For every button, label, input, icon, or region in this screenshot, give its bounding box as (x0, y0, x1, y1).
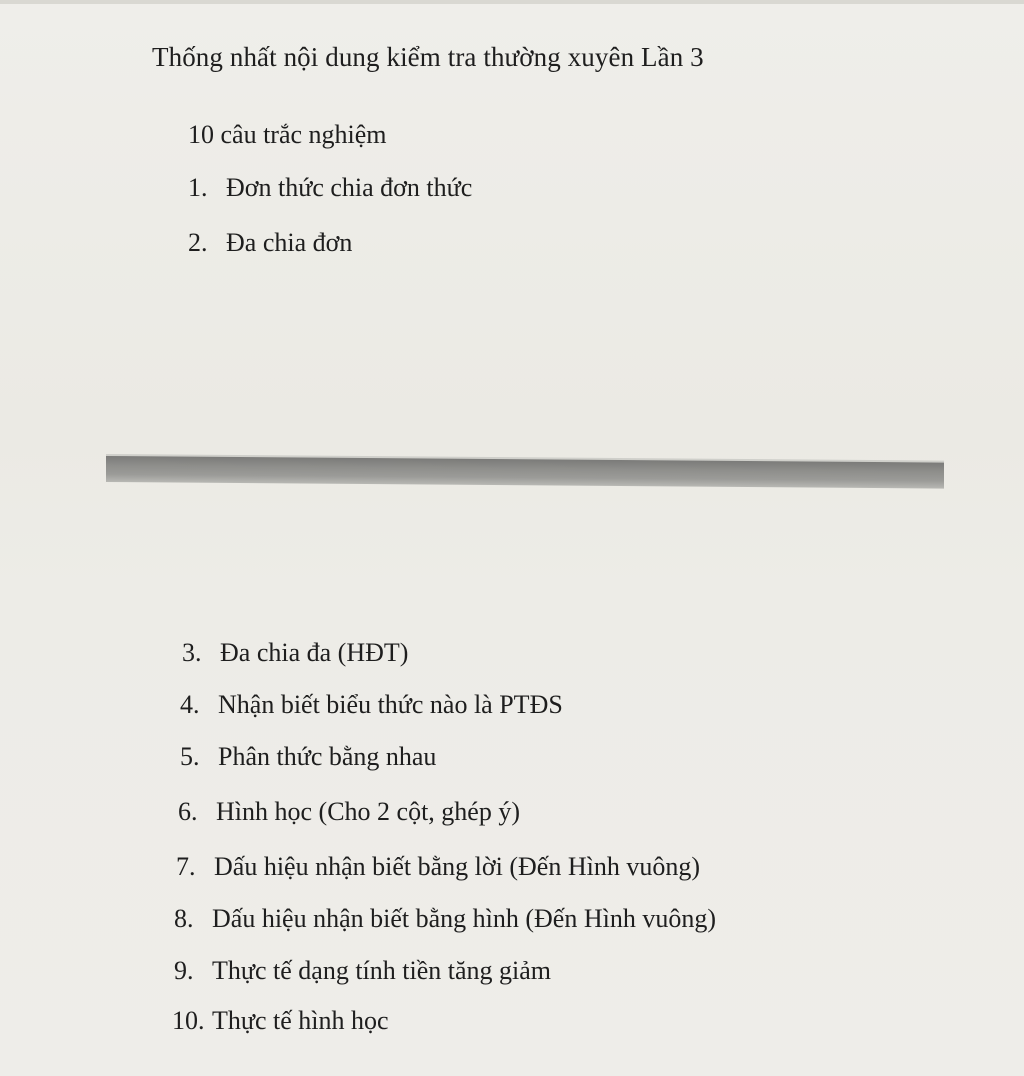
list-item-number: 4. (180, 690, 200, 719)
list-item-number: 6. (178, 797, 198, 826)
list-item-text: Dấu hiệu nhận biết bằng lời (Đến Hình vuông) (214, 852, 700, 881)
list-item (182, 638, 408, 668)
list-item (174, 956, 551, 986)
list-item-text: Thực tế hình học (212, 1006, 389, 1035)
list-item-text: Đơn thức chia đơn thức (226, 173, 473, 202)
list-item (188, 173, 472, 203)
list-item-text: Nhận biết biểu thức nào là PTĐS (218, 690, 563, 719)
list-item-text: Phân thức bằng nhau (218, 742, 437, 771)
list-item-number: 10. (172, 1006, 205, 1035)
list-item (176, 852, 700, 882)
list-item-text: Đa chia đơn (226, 228, 353, 257)
list-item-number: 3. (182, 638, 202, 667)
list-item (180, 742, 436, 772)
list-item-text: Dấu hiệu nhận biết bằng hình (Đến Hình vuông) (212, 904, 717, 933)
list-item-number: 7. (176, 852, 196, 881)
list-item-text: Thực tế dạng tính tiền tăng giảm (212, 956, 552, 985)
list-item-number: 5. (180, 742, 200, 771)
list-item (172, 1006, 389, 1036)
list-item (178, 797, 520, 827)
document-title: Thống nhất nội dung kiểm tra thường xuyên Lần 3 (152, 42, 704, 72)
list-item-number: 2. (188, 228, 208, 257)
page-top-edge (0, 0, 1024, 4)
list-item-text: Đa chia đa (HĐT) (220, 638, 409, 667)
list-item-number: 1. (188, 173, 208, 202)
list-item (188, 228, 352, 258)
list-item-number: 9. (174, 956, 194, 985)
document-subtitle: 10 câu trắc nghiệm (188, 120, 387, 149)
list-item (180, 690, 563, 720)
list-item (174, 904, 716, 934)
list-item-text: Hình học (Cho 2 cột, ghép ý) (216, 797, 521, 826)
list-item-number: 8. (174, 904, 194, 933)
page-divider (106, 456, 944, 489)
